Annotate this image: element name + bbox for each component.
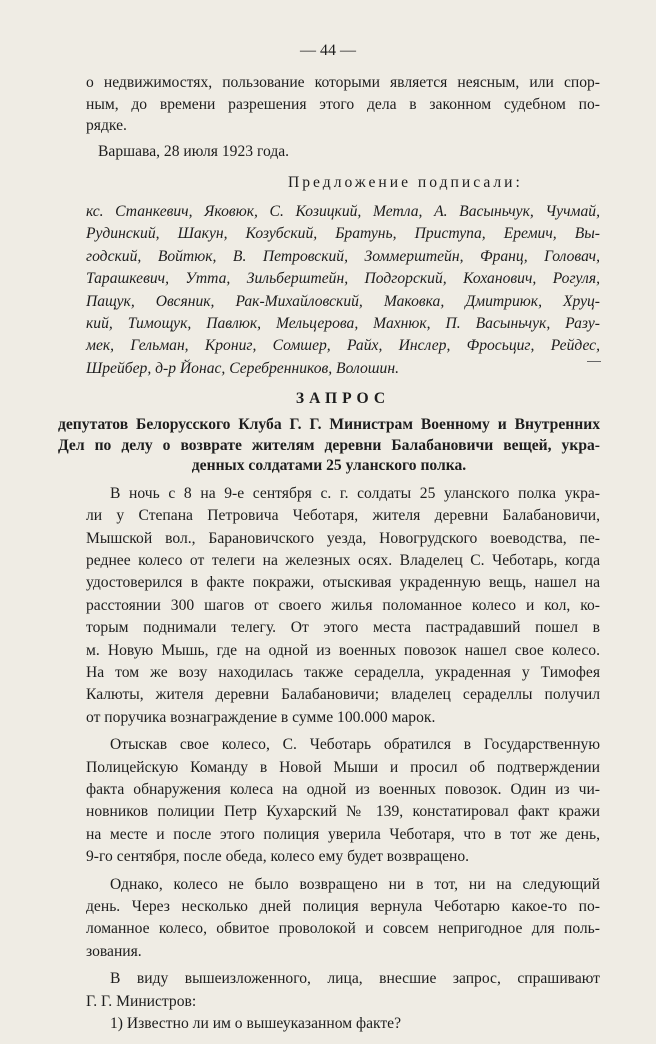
paragraph-line: На том же возу находилась также сераделла, украденная у Тимофея — [86, 664, 600, 681]
paragraph-line: удостоверился в факте покражи, отыскивая украденную вещь, нашел на — [86, 574, 600, 591]
place-date: Варшава, 28 июля 1923 года. — [98, 143, 290, 160]
signatories-line: мек, Гельман, Крониг, Сомшер, Райх, Инслер, Фросьциг, Рейдес, — [86, 337, 600, 354]
paragraph-line: на месте и после этого полиция уверила Чеботаря, что в тот же день, — [86, 826, 600, 843]
paragraph-line: новников полиции Петр Кухарский № 139, констатировал факт кражи — [86, 803, 600, 820]
paragraph-line: день. Через несколько дней полиция вернула Чеботарю какое-то по- — [86, 898, 600, 915]
paragraph-line: Полицейскую Команду в Новой Мыши и просил об подтверждении — [86, 759, 600, 776]
signatories-line: кс. Станкевич, Яковюк, С. Козицкий, Метла, А. Васыньчук, Чучмай, — [86, 203, 600, 220]
paragraph-line: 9-го сентября, после обеда, колесо ему будет возвращено. — [86, 848, 470, 865]
paragraph-line: ли у Степана Петровича Чеботаря, жителя деревни Балабановичи, — [86, 507, 600, 524]
paragraph-line: м. Новую Мышь, где на одной из военных повозок нашел свое колесо. — [86, 642, 600, 659]
paragraph-line: факта обнаружения колеса на одной из военных повозок. Один из чи- — [86, 781, 600, 798]
inquiry-subtitle-line: денных солдатами 25 уланского полка. — [191, 457, 467, 474]
paragraph-line: В ночь с 8 на 9-е сентября с. г. солдаты 25 уланского полка укра- — [110, 485, 600, 502]
signatories-line: Пащук, Овсяник, Рак-Михайловский, Маковка, Дмитриюк, Хруц- — [86, 293, 600, 310]
paragraph-line: от поручика вознаграждение в сумме 100.000 марок. — [86, 709, 436, 726]
question-line: 1) Известно ли им о вышеуказанном факте? — [110, 1015, 402, 1032]
signatories-line: Тарашкевич, Утта, Зильберштейн, Подгорский, Коханович, Рогуля, — [86, 270, 600, 287]
inquiry-subtitle-line: Дел по делу о возврате жителям деревни Балабановичи вещей, укра- — [58, 437, 600, 454]
signed-label: Предложение подписали: — [288, 174, 523, 191]
margin-mark — [587, 361, 601, 362]
signatories-line: годский, Войтюк, В. Петровский, Зоммерштейн, Франц, Головач, — [86, 248, 600, 265]
paragraph-line: расстоянии 300 шагов от своего жилья поломанное колесо и кол, ко- — [86, 597, 600, 614]
paragraph-line: Мышской вол., Барановичского уезда, Новогрудского воеводства, пе- — [86, 530, 600, 547]
intro-line: рядке. — [86, 117, 127, 134]
paragraph-line: Калюты, жителя деревни Балабановичи; владелец сераделлы получил — [86, 686, 600, 703]
paragraph-line: реднее колесо от телеги на железных осях. Владелец С. Чеботарь, когда — [86, 552, 600, 569]
signatories-line: кий, Тимощук, Павлюк, Мельцерова, Махнюк, П. Васыньчук, Разу- — [86, 315, 600, 332]
paragraph-line: Однако, колесо не было возвращено ни в тот, ни на следующий — [110, 876, 600, 893]
page-number: — 44 — — [300, 42, 356, 59]
signatories-line: Рудинский, Шакун, Козубский, Братунь, Приступа, Еремич, Вы- — [86, 225, 600, 242]
paragraph-line: зования. — [86, 943, 142, 960]
paragraph-line: торым поднимали телегу. От этого места пастрадавший пошел в — [86, 619, 600, 636]
paragraph-line: Г. Г. Министров: — [86, 993, 197, 1010]
paragraph-line: В виду вышеизложенного, лица, внесшие запрос, спрашивают — [110, 970, 600, 987]
intro-line: ным, до времени разрешения этого дела в законном судебном по- — [86, 96, 600, 113]
inquiry-subtitle-line: депутатов Белорусского Клуба Г. Г. Министрам Военному и Внутренних — [58, 416, 600, 433]
intro-line: о недвижимостях, пользование которыми является неясным, или спор- — [86, 74, 600, 91]
inquiry-title: ЗАПРОС — [295, 390, 391, 407]
paragraph-line: Отыскав свое колесо, С. Чеботарь обратился в Государственную — [110, 736, 600, 753]
paragraph-line: ломанное колесо, обвитое проволокой и совсем непригодное для поль- — [86, 920, 600, 937]
signatories-line: Шрейбер, д-р Йонас, Серебренников, Волошин. — [86, 360, 399, 377]
